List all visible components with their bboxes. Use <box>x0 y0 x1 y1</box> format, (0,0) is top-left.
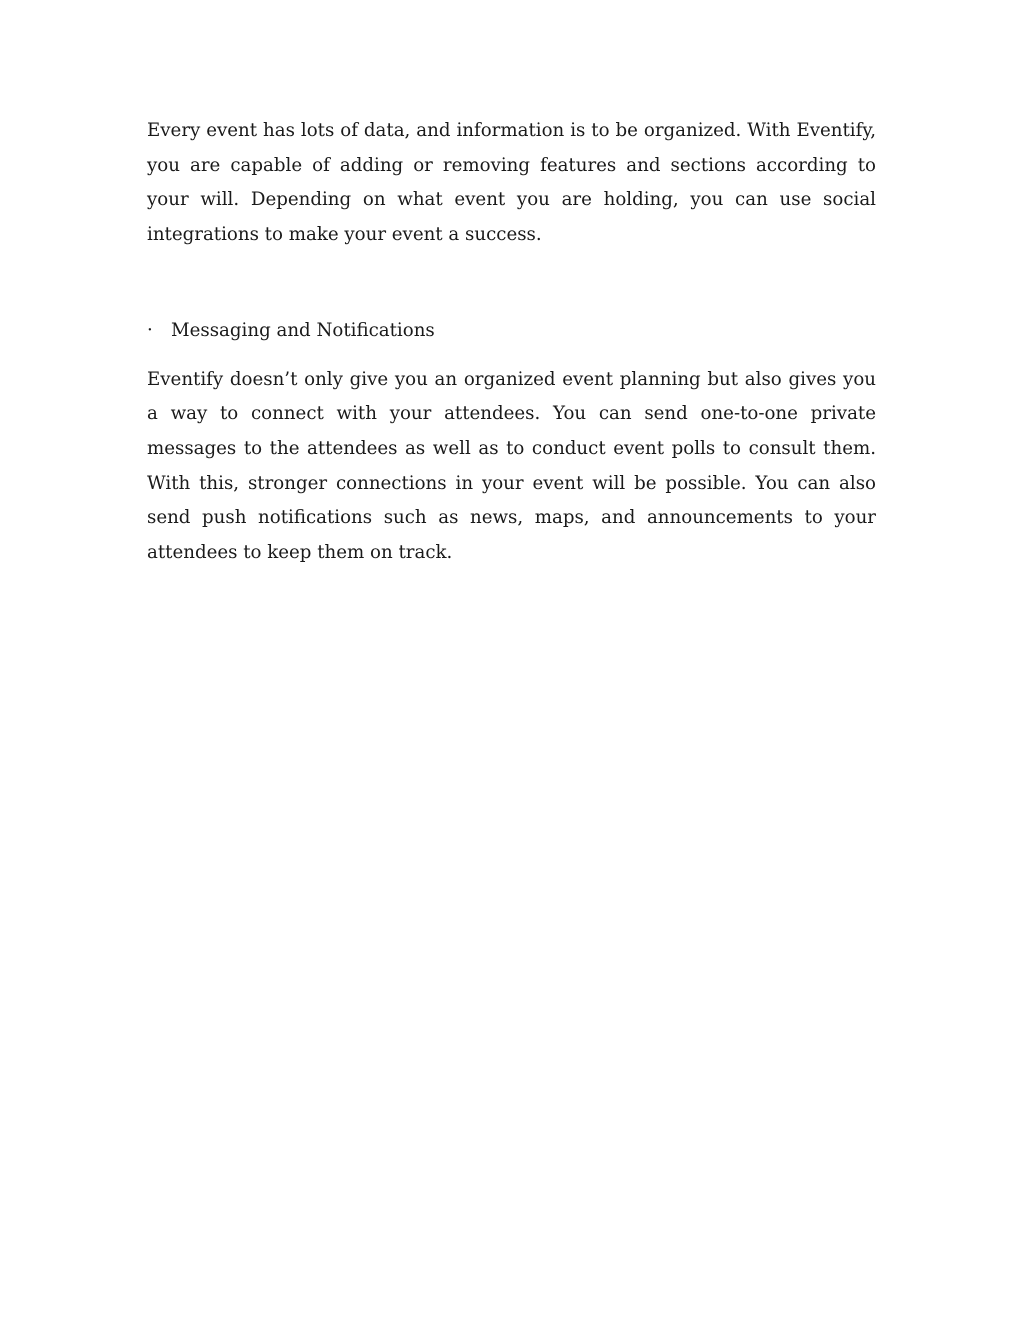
document-body <box>147 114 876 571</box>
intro-paragraph: Every event has lots of data, and information is to be organized. With Eventify, you are capable of adding or removing features and sections according to your will. Depending on what event you are holding, you can use social integrations to make your event a success. <box>147 120 876 246</box>
messaging-paragraph: Eventify doesn’t only give you an organized event planning but also gives you a way to connect with your attendees. You can send one-to-one private messages to the attendees as well as to conduct event polls to consult them. With this, stronger connections in your event will be possible. You can also send push notifications such as news, maps, and announcements to your attendees to keep them on track. <box>147 368 876 564</box>
bullet-marker: · <box>147 319 153 341</box>
bullet-item-messaging <box>147 314 876 349</box>
bullet-heading: Messaging and Notifications <box>171 319 435 341</box>
